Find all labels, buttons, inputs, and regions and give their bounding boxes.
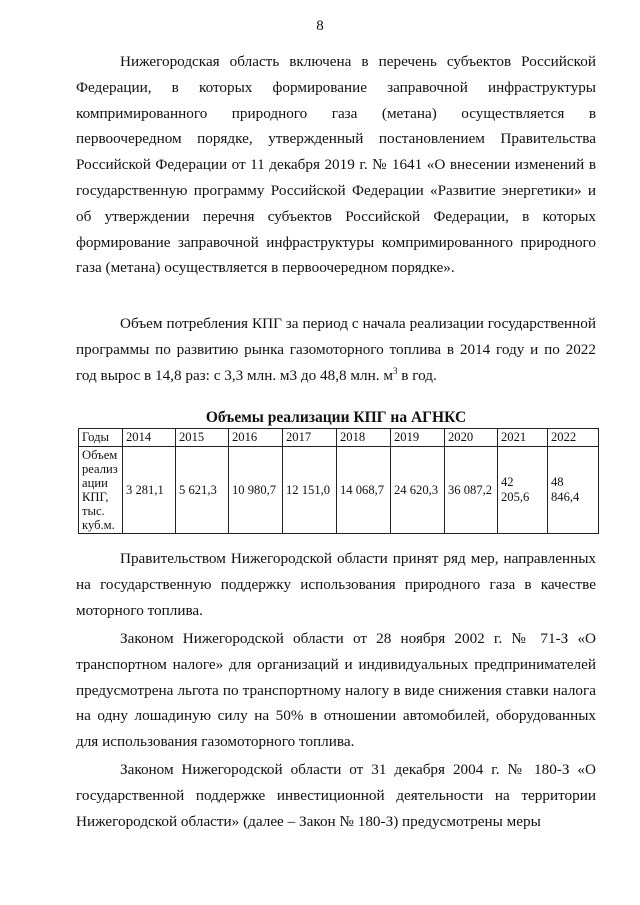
table-header-row [79,429,599,447]
paragraph-consumption-text: Объем потребления КПГ за период с начала реализации государственной программы по развитию рынка газомоторного топлива в 2014 году и по 2022 год вырос в 14,8 раз: с 3,3 млн. м3 до 48,8 млн. м [76,315,596,384]
value-cell: 24 620,3 [391,447,445,534]
paragraph-consumption-growth [76,311,596,388]
header-cell-year: 2017 [283,429,337,447]
cubic-superscript: 3 [392,365,398,376]
value-cell: 12 151,0 [283,447,337,534]
header-cell-year: 2016 [229,429,283,447]
header-cell-year: 2015 [176,429,229,447]
table-row [79,447,599,534]
paragraph-region-list: Нижегородская область включена в перечень субъектов Российской Федерации, в которых формирование заправочной инфраструктуры компримированного природного газа (метана) осуществляется в первоочередном порядке, утвержденный постановлением Правительства Российской Федерации от 11 декабря 2019 г. № 1641 «О внесении изменений в государственную программу Российской Федерации «Развитие энергетики» и об утверждении перечня субъектов Российской Федерации, в которых формирование заправочной инфраструктуры компримированного природного газа (метана) осуществляется в первоочередном порядке». [76,53,596,277]
paragraph-transport-tax-law: Законом Нижегородской области от 28 ноября 2002 г. № 71-З «О транспортном налоге» для организаций и индивидуальных предпринимателей предусмотрена льгота по транспортному налогу в виде снижения ставки налога на одну лошадиную силу на 50% в отношении автомобилей, оборудованных для использования газомоторного топлива. [76,630,596,751]
cng-sales-table [78,428,599,534]
header-cell-year: 2021 [498,429,548,447]
value-cell: 36 087,2 [445,447,498,534]
header-cell-years: Годы [79,429,123,447]
value-cell: 42 205,6 [498,447,548,534]
header-cell-year: 2020 [445,429,498,447]
value-cell: 14 068,7 [337,447,391,534]
paragraph-government-measures: Правительством Нижегородской области принят ряд мер, направленных на государственную поддержку использования природного газа в качестве моторного топлива. [76,550,596,619]
row-label-cell: Объем реализ ации КПГ, тыс. куб.м. [79,447,123,534]
header-cell-year: 2019 [391,429,445,447]
paragraph-consumption-end: в год. [397,366,437,384]
page-number: 8 [316,18,324,34]
value-cell: 10 980,7 [229,447,283,534]
value-cell: 3 281,1 [123,447,176,534]
table-title: Объемы реализации КПГ на АГНКС [205,409,467,426]
header-cell-year: 2022 [548,429,599,447]
value-cell: 48 846,4 [548,447,599,534]
header-cell-year: 2018 [337,429,391,447]
paragraph-investment-law: Законом Нижегородской области от 31 декабря 2004 г. № 180-З «О государственной поддержке инвестиционной деятельности на территории Нижегородской области» (далее – Закон № 180-З) предусмотрены меры [76,761,596,830]
value-cell: 5 621,3 [176,447,229,534]
header-cell-year: 2014 [123,429,176,447]
